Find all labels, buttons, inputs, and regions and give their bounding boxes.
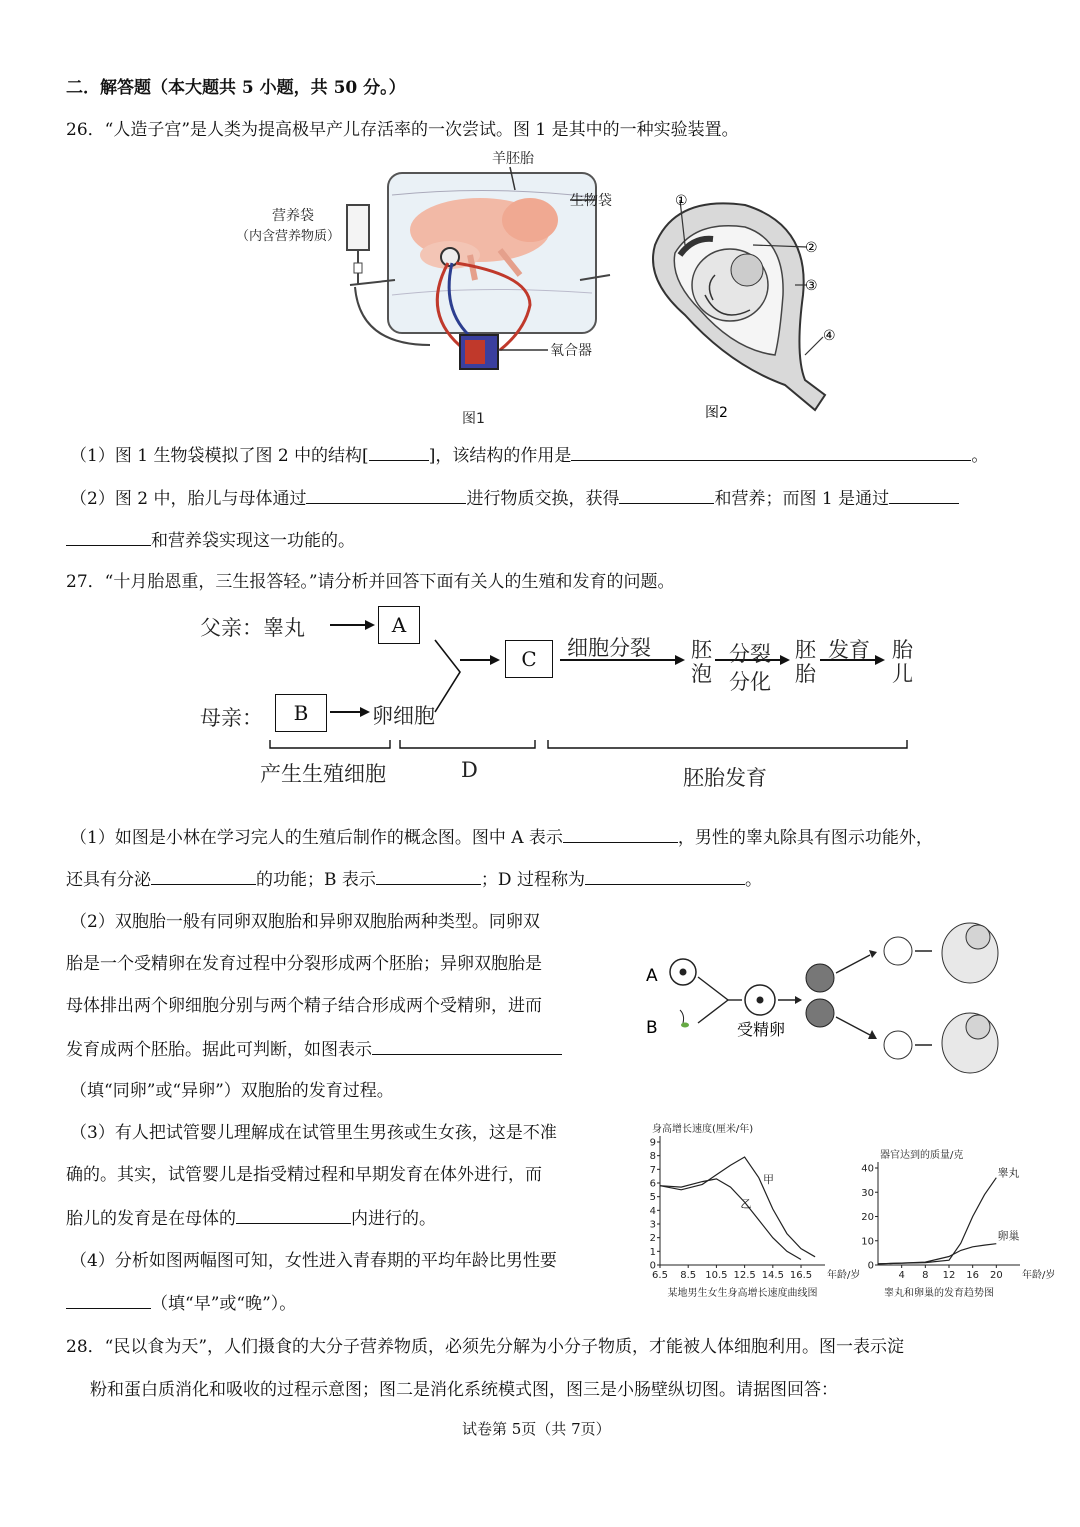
label-bio-bag: 生物袋: [570, 193, 612, 209]
x-tick-label: 4: [898, 1270, 905, 1281]
zygote-label: 受精卵: [737, 1020, 786, 1039]
label-oxygenator: 氧合器: [550, 343, 592, 359]
fig2-mark-3: ③: [805, 278, 818, 294]
blastocyst-label: 胚 泡: [691, 638, 712, 686]
fetus-label: 胎 儿: [892, 638, 913, 686]
x-tick-label: 10.5: [705, 1270, 728, 1281]
y-tick-label: 2: [649, 1233, 656, 1245]
label-nutrient-bag: 营养袋: [272, 208, 314, 224]
answer-blank[interactable]: [889, 487, 959, 504]
q27-p2-line4: 发育成两个胚胎。据此可判断，如图表示: [66, 1038, 562, 1061]
series-label: 卵巢: [997, 1229, 1020, 1243]
twin-development-figure: [640, 915, 1010, 1075]
q27-stem: 27．“十月胎恩重，三生报答轻。”请分析并回答下面有关人的生殖和发育的问题。: [66, 572, 675, 592]
box-c: C: [505, 640, 553, 678]
answer-blank[interactable]: [585, 868, 745, 885]
y-tick-label: 3: [649, 1219, 656, 1231]
answer-blank[interactable]: [66, 529, 151, 546]
fig2-mark-4: ④: [823, 328, 835, 344]
q27-p2-line5: （填“同卵”或“异卵”）双胞胎的发育过程。: [70, 1081, 394, 1101]
y-axis-label: 身高增长速度(厘米/年): [652, 1124, 754, 1135]
uterus-figure: [635, 185, 835, 425]
egg-cell-label: 卵细胞: [372, 704, 435, 728]
brace-embryo-dev-label: 胚胎发育: [683, 766, 767, 790]
y-tick-label: 1: [649, 1246, 656, 1258]
brace-gametes-label: 产生生殖细胞: [260, 762, 386, 786]
x-tick-label: 14.5: [761, 1270, 784, 1281]
q27-p3-line3: 胎儿的发育是在母体的 内进行的。: [66, 1209, 436, 1229]
series-label: 睾丸: [997, 1166, 1020, 1180]
y-tick-label: 30: [861, 1187, 874, 1199]
x-tick-label: 16.5: [789, 1270, 813, 1281]
y-tick-label: 40: [861, 1163, 874, 1175]
series-line-卵巢: [878, 1244, 996, 1264]
y-tick-label: 6: [649, 1178, 656, 1190]
y-tick-label: 7: [649, 1164, 656, 1176]
chart-title: 某地男生女生身高增长速度曲线图: [667, 1288, 818, 1299]
x-tick-label: 12.5: [733, 1270, 756, 1281]
q27-p2-line1: （2）双胞胎一般有同卵双胞胎和异卵双胞胎两种类型。同卵双: [70, 912, 540, 932]
differentiation-label: 分化: [729, 670, 771, 694]
reproduction-concept-diagram: [195, 600, 925, 800]
x-tick-label: 8.5: [680, 1270, 697, 1281]
series-line-甲: [660, 1157, 815, 1257]
q27-p1-cont: 还具有分泌 的功能；B 表示 ；D 过程称为 。: [66, 870, 762, 890]
answer-blank[interactable]: [571, 444, 971, 461]
answer-blank[interactable]: [376, 868, 481, 885]
page-footer: 试卷第 5页（共 7页）: [462, 1420, 611, 1438]
y-tick-label: 4: [649, 1205, 656, 1217]
series-label: 乙: [740, 1197, 752, 1211]
q27-p2-line3: 母体排出两个卵细胞分别与两个精子结合形成两个受精卵，进而: [66, 996, 542, 1016]
q26-stem: 26．“人造子宫”是人类为提高极早产儿存活率的一次尝试。图 1 是其中的一种实验装置。: [66, 120, 739, 140]
division-label: 分裂: [729, 642, 771, 666]
q27-p3-line2: 确的。其实，试管婴儿是指受精过程和早期发育在体外进行，而: [66, 1165, 542, 1185]
q27-p4-line2: （填“早”或“晚”）。: [66, 1292, 296, 1315]
y-axis-label: 器官达到的质量/克: [880, 1150, 964, 1161]
label-nutrient-sub: （内含营养物质）: [236, 229, 341, 244]
box-b: B: [275, 694, 327, 732]
y-tick-label: 0: [867, 1260, 874, 1272]
answer-blank[interactable]: [372, 1038, 562, 1055]
y-tick-label: 0: [649, 1260, 656, 1272]
y-tick-label: 10: [861, 1236, 874, 1248]
q26-p2: （2）图 2 中，胎儿与母体通过 进行物质交换，获得 和营养；而图 1 是通过: [70, 487, 959, 510]
x-tick-label: 12: [942, 1270, 956, 1281]
y-tick-label: 20: [861, 1212, 874, 1223]
twin-label-b: B: [646, 1018, 658, 1038]
organ-mass-chart: [861, 1148, 1055, 1299]
answer-blank[interactable]: [66, 1292, 151, 1309]
x-tick-label: 16: [966, 1270, 980, 1281]
twin-label-a: A: [646, 966, 658, 986]
series-line-睾丸: [878, 1178, 996, 1264]
answer-blank[interactable]: [236, 1207, 351, 1224]
q27-p3-line1: （3）有人把试管婴儿理解成在试管里生男孩或生女孩，这是不准: [70, 1123, 557, 1143]
answer-blank[interactable]: [369, 444, 429, 461]
y-tick-label: 9: [649, 1137, 656, 1149]
develop-label: 发育: [828, 638, 870, 662]
answer-blank[interactable]: [619, 487, 714, 504]
answer-blank[interactable]: [151, 868, 256, 885]
artificial-womb-figure: [230, 145, 630, 435]
cell-division-label: 细胞分裂: [567, 636, 651, 660]
height-growth-chart: [650, 1122, 861, 1299]
q28-line2: 粉和蛋白质消化和吸收的过程示意图；图二是消化系统模式图，图三是小肠壁纵切图。请据图回答：: [90, 1380, 838, 1400]
q27-p4-line1: （4）分析如图两幅图可知，女性进入青春期的平均年龄比男性要: [70, 1251, 557, 1271]
section-title: 二．解答题（本大题共 5 小题，共 50 分。）: [66, 78, 406, 98]
fig1-caption: 图1: [462, 411, 485, 427]
fig2-mark-1: ①: [675, 193, 688, 209]
brace-d-label: D: [461, 758, 478, 782]
x-tick-label: 20: [989, 1270, 1003, 1281]
q27-p1: （1）如图是小林在学习完人的生殖后制作的概念图。图中 A 表示 ，男性的睾丸除具有图示功能外，: [70, 828, 933, 848]
q26-p1: （1）图 1 生物袋模拟了图 2 中的结构[ ]，该结构的作用是 。: [70, 446, 989, 466]
x-axis-label: 年龄/岁: [1022, 1270, 1056, 1281]
embryo-label: 胚 胎: [795, 638, 816, 686]
fig2-caption: 图2: [705, 405, 728, 421]
y-tick-label: 8: [649, 1151, 656, 1163]
x-tick-label: 8: [922, 1270, 929, 1281]
answer-blank[interactable]: [306, 487, 466, 504]
answer-blank[interactable]: [563, 826, 678, 843]
y-tick-label: 5: [649, 1192, 656, 1204]
label-embryo: 羊胚胎: [492, 151, 534, 167]
chart-title: 睾丸和卵巢的发育趋势图: [884, 1288, 994, 1299]
series-label: 甲: [762, 1173, 774, 1186]
x-axis-label: 年龄/岁: [827, 1270, 861, 1281]
q27-p2-line2: 胎是一个受精卵在发育过程中分裂形成两个胚胎；异卵双胞胎是: [66, 954, 542, 974]
fig2-mark-2: ②: [805, 240, 818, 256]
q26-p2-cont: 和营养袋实现这一功能的。: [66, 529, 355, 552]
q28-line1: 28．“民以食为天”，人们摄食的大分子营养物质，必须先分解为小分子物质，才能被人体细胞利用。图一表示淀: [66, 1337, 905, 1357]
series-line-乙: [660, 1179, 801, 1260]
mother-label: 母亲：: [200, 706, 263, 730]
x-tick-label: 6.5: [652, 1270, 668, 1281]
box-a: A: [378, 606, 420, 644]
growth-charts: [640, 1120, 1060, 1310]
father-testis: 父亲：睾丸: [200, 616, 305, 640]
